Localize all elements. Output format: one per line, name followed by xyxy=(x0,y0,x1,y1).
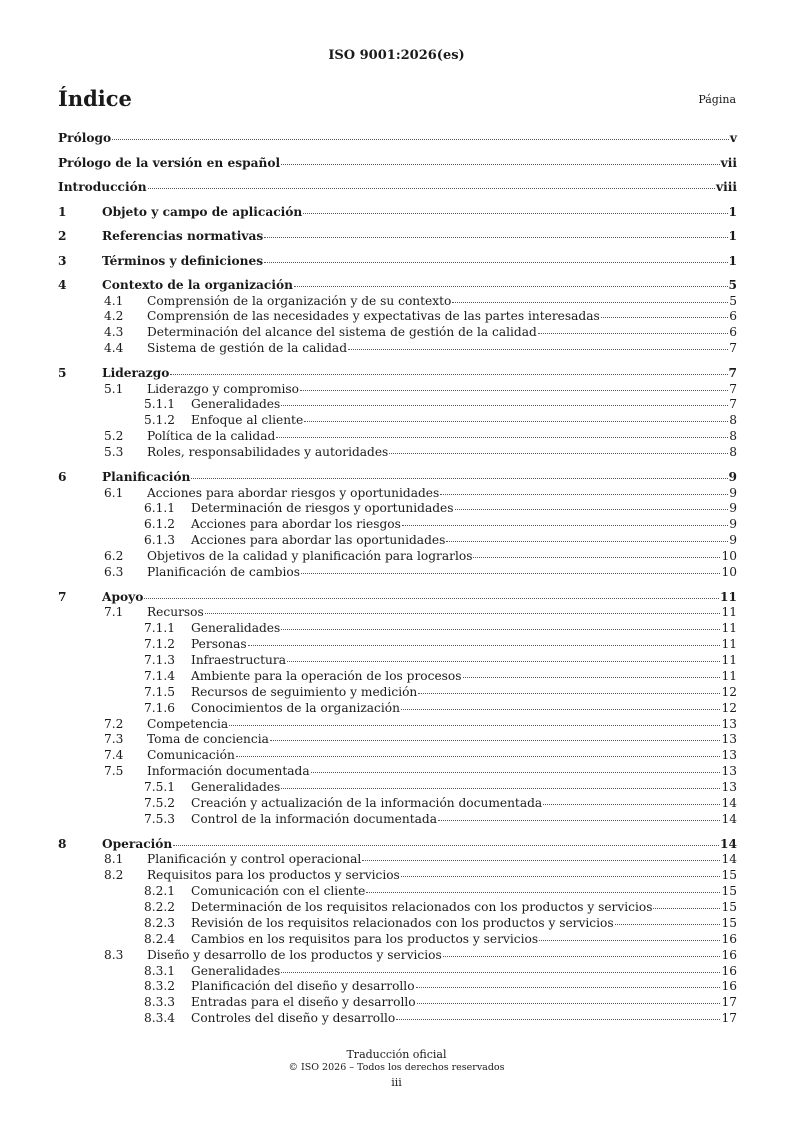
toc-entry-number: 8.2.4 xyxy=(144,931,176,946)
toc-entry[interactable] xyxy=(58,517,737,533)
toc-dot-leader xyxy=(402,524,728,526)
toc-dot-leader xyxy=(170,373,727,375)
toc-entry-page: 10 xyxy=(721,564,737,579)
toc-entry-page: 13 xyxy=(721,780,737,795)
toc-entry-title: Generalidades xyxy=(191,780,281,795)
toc-entry[interactable] xyxy=(58,836,737,853)
toc-entry-page: 5 xyxy=(729,293,737,308)
toc-entry-page: 13 xyxy=(721,716,737,731)
toc-dot-leader xyxy=(311,771,721,773)
footer-official-translation: Traducción oficial xyxy=(346,1048,447,1061)
toc-entry-page: 15 xyxy=(721,900,737,914)
toc-entry-number: 7.4 xyxy=(104,748,124,763)
toc-entry-page: 11 xyxy=(721,637,737,652)
toc-entry-title: Generalidades xyxy=(191,963,281,978)
toc-entry-page: 6 xyxy=(729,325,737,340)
toc-entry-number: 8.3.2 xyxy=(144,979,176,994)
toc-entry-page: 13 xyxy=(721,732,737,747)
toc-dot-leader xyxy=(300,389,728,391)
toc-entry[interactable] xyxy=(58,204,737,221)
toc-entry-title: Generalidades xyxy=(191,621,281,636)
toc-dot-leader xyxy=(440,493,728,495)
toc-entry-page: 15 xyxy=(721,884,737,899)
toc-dot-leader xyxy=(601,316,728,318)
page-footer xyxy=(0,1048,793,1089)
toc-entry[interactable] xyxy=(58,995,737,1011)
toc-entry-number: 8.3.1 xyxy=(144,963,176,978)
toc-entry-number: 4 xyxy=(58,278,67,292)
toc-entry-page: 11 xyxy=(721,621,737,636)
toc-entry-title: Liderazgo y compromiso xyxy=(147,381,300,396)
toc-entry-title: Toma de conciencia xyxy=(147,732,269,747)
toc-entry-number: 5.3 xyxy=(104,445,124,460)
toc-entry[interactable] xyxy=(58,429,737,445)
toc-entry[interactable] xyxy=(58,413,737,429)
toc-dot-leader xyxy=(348,348,728,350)
toc-entry-number: 6.2 xyxy=(104,549,124,564)
toc-dot-leader xyxy=(455,508,729,510)
toc-dot-leader xyxy=(236,755,721,757)
toc-entry-title: Requisitos para los productos y servicios xyxy=(147,868,400,883)
toc-entry-title: Recursos de seguimiento y medición xyxy=(191,684,418,699)
toc-dot-leader xyxy=(148,187,715,189)
toc-entry[interactable] xyxy=(58,701,737,717)
toc-entry[interactable] xyxy=(58,228,737,245)
toc-entry-number: 5.2 xyxy=(104,429,124,444)
toc-entry-number: 4.4 xyxy=(104,341,124,356)
toc-entry-number: 7.5.3 xyxy=(144,811,176,826)
toc-entry-title: Comprensión de la organización y de su contexto xyxy=(147,293,452,308)
toc-dot-leader xyxy=(452,301,728,303)
toc-entry[interactable] xyxy=(58,979,737,995)
toc-entry-title: Información documentada xyxy=(147,764,310,779)
toc-entry-title: Acciones para abordar los riesgos xyxy=(191,517,401,532)
toc-entry-page: 11 xyxy=(721,668,737,683)
toc-entry-page: 16 xyxy=(721,947,737,962)
toc-entry[interactable] xyxy=(58,852,737,868)
toc-entry[interactable] xyxy=(58,916,737,932)
toc-entry-title: Comunicación con el cliente xyxy=(191,884,366,899)
toc-entry-number: 8 xyxy=(58,836,67,851)
toc-dot-leader xyxy=(281,163,720,165)
toc-dot-leader xyxy=(417,1002,721,1004)
toc-dot-leader xyxy=(303,212,727,214)
toc-entry-page: 14 xyxy=(721,852,737,867)
toc-entry-page: 12 xyxy=(721,684,737,699)
toc-entry-page: 6 xyxy=(729,309,737,324)
toc-dot-leader xyxy=(281,404,728,406)
toc-entry-title: Entradas para el diseño y desarrollo xyxy=(191,995,416,1010)
toc-entry[interactable] xyxy=(58,565,737,581)
toc-entry-number: 5 xyxy=(58,366,67,381)
toc-entry-title: Creación y actualización de la información documentada xyxy=(191,796,543,811)
toc-dot-leader xyxy=(281,787,720,789)
toc-entry-number: 7.5 xyxy=(104,764,124,779)
toc-entry-number: 6.1.2 xyxy=(144,517,176,532)
toc-entry-title: Infraestructura xyxy=(191,653,286,668)
toc-entry-title: Prólogo xyxy=(58,131,112,145)
toc-dot-leader xyxy=(144,597,719,599)
toc-entry[interactable] xyxy=(58,685,737,701)
toc-entry-page: 17 xyxy=(721,1011,737,1026)
toc-entry[interactable] xyxy=(58,549,737,565)
toc-entry-number: 6.1.1 xyxy=(144,501,176,516)
toc-entry-page: 16 xyxy=(721,931,737,946)
toc-entry[interactable] xyxy=(58,130,737,147)
toc-entry-page: 9 xyxy=(728,470,737,485)
toc-dot-leader xyxy=(287,660,721,662)
toc-entry-page: 14 xyxy=(720,836,737,851)
toc-entry-number: 4.3 xyxy=(104,325,124,340)
toc-entry[interactable] xyxy=(58,589,737,606)
toc-entry-title: Comprensión de las necesidades y expectativas de las partes interesadas xyxy=(147,309,600,324)
footer-page-number: iii xyxy=(391,1076,402,1089)
toc-entry-number: 7.1.2 xyxy=(144,637,176,652)
toc-entry[interactable] xyxy=(58,948,737,964)
toc-entry[interactable] xyxy=(58,325,737,341)
toc-entry-number: 7.1.1 xyxy=(144,621,176,636)
toc-entry[interactable] xyxy=(58,533,737,549)
toc-entry-title: Diseño y desarrollo de los productos y servicios xyxy=(147,947,442,962)
toc-entry-number: 7.1.4 xyxy=(144,668,176,683)
toc-entry-title: Generalidades xyxy=(191,397,281,412)
toc-dot-leader xyxy=(205,612,721,614)
toc-entry-number: 2 xyxy=(58,229,67,243)
toc-entry-page: 8 xyxy=(729,445,737,460)
toc-entry-page: 1 xyxy=(728,229,737,243)
toc-entry-number: 8.3.4 xyxy=(144,1011,176,1026)
footer-copyright: © ISO 2026 – Todos los derechos reservados xyxy=(288,1062,505,1073)
toc-entry[interactable] xyxy=(58,732,737,748)
toc-entry-page: 8 xyxy=(729,429,737,444)
toc-entry-number: 8.2.2 xyxy=(144,900,176,914)
toc-entry-page: 16 xyxy=(721,979,737,994)
toc-entry-number: 8.2.3 xyxy=(144,915,176,930)
toc-dot-leader xyxy=(401,875,721,877)
toc-entry-page: 5 xyxy=(728,278,737,292)
toc-entry-number: 4.2 xyxy=(104,309,124,324)
toc-entry-page: 11 xyxy=(720,589,737,604)
toc-entry-page: 9 xyxy=(729,501,737,516)
toc-entry-title: Liderazgo xyxy=(102,366,170,381)
toc-entry-title: Planificación y control operacional xyxy=(147,852,362,867)
toc-dot-leader xyxy=(438,819,721,821)
toc-entry-number: 4.1 xyxy=(104,293,124,308)
toc-dot-leader xyxy=(416,986,721,988)
toc-dot-leader xyxy=(191,477,727,479)
toc-entry-number: 5.1.2 xyxy=(144,413,176,428)
toc-entry-title: Recursos xyxy=(147,605,204,620)
toc-entry-number: 5.1 xyxy=(104,381,124,396)
toc-entry[interactable] xyxy=(58,764,737,780)
toc-entry-title: Planificación de cambios xyxy=(147,564,300,579)
toc-entry-title: Roles, responsabilidades y autoridades xyxy=(147,445,389,460)
toc-entry-title: Política de la calidad xyxy=(147,429,276,444)
toc-entry-page: 9 xyxy=(729,517,737,532)
toc-entry-title: Control de la información documentada xyxy=(191,811,437,826)
toc-dot-leader xyxy=(281,971,720,973)
toc-dot-leader xyxy=(281,628,720,630)
toc-entry-page: 8 xyxy=(729,413,737,428)
toc-entry-number: 7.2 xyxy=(104,716,124,731)
toc-entry-title: Acciones para abordar riesgos y oportunidades xyxy=(147,485,440,500)
toc-entry-title: Operación xyxy=(102,836,173,851)
toc-entry-title: Introducción xyxy=(58,180,147,194)
toc-dot-leader xyxy=(276,436,728,438)
toc-entry[interactable] xyxy=(58,964,737,980)
toc-entry[interactable] xyxy=(58,501,737,517)
toc-entry-number: 7.1 xyxy=(104,605,124,620)
toc-dot-leader xyxy=(463,676,721,678)
toc-dot-leader xyxy=(270,739,721,741)
toc-dot-leader xyxy=(443,955,721,957)
toc-entry-page: 11 xyxy=(721,653,737,668)
toc-entry[interactable] xyxy=(58,605,737,621)
toc-entry[interactable] xyxy=(58,900,737,916)
toc-entry-number: 7.5.1 xyxy=(144,780,176,795)
toc-dot-leader xyxy=(248,644,721,646)
toc-entry-number: 8.3 xyxy=(104,947,124,962)
toc-entry-page: 7 xyxy=(729,397,737,412)
toc-dot-leader xyxy=(304,420,728,422)
toc-entry[interactable] xyxy=(58,179,737,196)
toc-entry[interactable] xyxy=(58,748,737,764)
toc-dot-leader xyxy=(264,261,727,263)
toc-entry-number: 7.1.3 xyxy=(144,653,176,668)
toc-entry-title: Términos y definiciones xyxy=(102,253,264,268)
toc-entry-page: 9 xyxy=(729,485,737,500)
toc-entry-number: 5.1.1 xyxy=(144,397,176,412)
toc-entry[interactable] xyxy=(58,884,737,900)
toc-entry[interactable] xyxy=(58,445,737,461)
toc-entry-title: Determinación del alcance del sistema de gestión de la calidad xyxy=(147,325,537,340)
toc-entry-title: Sistema de gestión de la calidad xyxy=(147,341,348,356)
document-header: ISO 9001:2026(es) xyxy=(328,48,465,63)
toc-entry-number: 7.3 xyxy=(104,732,124,747)
toc-entry-page: vii xyxy=(720,155,737,170)
toc-entry[interactable] xyxy=(58,365,737,382)
toc-entry[interactable] xyxy=(58,637,737,653)
toc-entry-number: 8.2 xyxy=(104,868,124,883)
toc-entry[interactable] xyxy=(58,253,737,270)
toc-entry-number: 1 xyxy=(58,204,67,219)
toc-entry[interactable] xyxy=(58,653,737,669)
toc-entry-page: 15 xyxy=(721,915,737,930)
toc-entry-number: 6 xyxy=(58,470,67,485)
toc-entry-title: Contexto de la organización xyxy=(102,278,293,292)
page-column-label: Página xyxy=(698,93,736,106)
toc-entry-page: viii xyxy=(716,180,737,194)
toc-entry-number: 8.3.3 xyxy=(144,995,176,1010)
toc-entry-page: 13 xyxy=(721,748,737,763)
toc-entry-page: 9 xyxy=(729,533,737,548)
toc-dot-leader xyxy=(539,939,720,941)
toc-entry[interactable] xyxy=(58,486,737,502)
toc-entry-page: 11 xyxy=(721,605,737,620)
toc-entry-number: 8.2.1 xyxy=(144,884,176,899)
toc-dot-leader xyxy=(446,540,728,542)
toc-entry[interactable] xyxy=(58,621,737,637)
toc-entry[interactable] xyxy=(58,717,737,733)
toc-entry-title: Acciones para abordar las oportunidades xyxy=(191,533,446,548)
toc-entry-page: 10 xyxy=(721,549,737,564)
toc-entry-number: 7.1.6 xyxy=(144,700,176,715)
toc-entry[interactable] xyxy=(58,796,737,812)
toc-entry[interactable] xyxy=(58,780,737,796)
toc-entry-page: v xyxy=(729,131,737,145)
toc-entry-title: Comunicación xyxy=(147,748,235,763)
toc-dot-leader xyxy=(543,803,720,805)
toc-entry-title: Revisión de los requisitos relacionados con los productos y servicios xyxy=(191,915,614,930)
toc-entry-title: Apoyo xyxy=(102,589,144,604)
toc-entry-number: 6.3 xyxy=(104,564,124,579)
toc-entry-title: Prólogo de la versión en español xyxy=(58,155,281,170)
toc-dot-leader xyxy=(362,859,720,861)
toc-entry-page: 16 xyxy=(721,963,737,978)
toc-dot-leader xyxy=(653,907,720,909)
toc-entry-number: 8.1 xyxy=(104,852,124,867)
toc-entry-title: Planificación xyxy=(102,470,191,485)
toc-entry[interactable] xyxy=(58,932,737,948)
toc-entry-number: 6.1.3 xyxy=(144,533,176,548)
toc-entry-page: 7 xyxy=(729,381,737,396)
toc-entry[interactable] xyxy=(58,397,737,413)
toc-entry-number: 3 xyxy=(58,253,67,268)
toc-entry-number: 7.5.2 xyxy=(144,796,176,811)
toc-entry-title: Enfoque al cliente xyxy=(191,413,304,428)
toc-entry-page: 15 xyxy=(721,868,737,883)
toc-entry-page: 7 xyxy=(728,366,737,381)
toc-entry-title: Controles del diseño y desarrollo xyxy=(191,1011,396,1026)
toc-dot-leader xyxy=(401,708,721,710)
toc-entry[interactable] xyxy=(58,341,737,357)
toc-entry-page: 1 xyxy=(728,253,737,268)
toc-dot-leader xyxy=(294,285,728,287)
toc-entry-page: 1 xyxy=(728,204,737,219)
toc-entry-number: 7.1.5 xyxy=(144,684,176,699)
toc-entry-title: Conocimientos de la organización xyxy=(191,700,400,715)
toc-entry[interactable] xyxy=(58,469,737,486)
toc-entry-page: 14 xyxy=(721,796,737,811)
toc-dot-leader xyxy=(396,1018,720,1020)
toc-dot-leader xyxy=(418,692,720,694)
toc-dot-leader xyxy=(112,138,729,140)
toc-entry[interactable] xyxy=(58,294,737,310)
toc-entry-title: Determinación de riesgos y oportunidades xyxy=(191,501,454,516)
toc-entry-title: Determinación de los requisitos relacionados con los productos y servicios xyxy=(191,900,653,914)
toc-entry-number: 6.1 xyxy=(104,485,124,500)
toc-dot-leader xyxy=(615,923,721,925)
toc-entry[interactable] xyxy=(58,277,737,294)
toc-entry[interactable] xyxy=(58,868,737,884)
toc-entry-page: 12 xyxy=(721,700,737,715)
toc-dot-leader xyxy=(264,236,727,238)
toc-entry[interactable] xyxy=(58,669,737,685)
toc-entry[interactable] xyxy=(58,155,737,172)
toc-entry[interactable] xyxy=(58,382,737,398)
toc-dot-leader xyxy=(229,724,720,726)
toc-entry-title: Personas xyxy=(191,637,247,652)
toc-entry-page: 17 xyxy=(721,995,737,1010)
toc-dot-leader xyxy=(301,572,721,574)
toc-entry-title: Ambiente para la operación de los procesos xyxy=(191,668,462,683)
toc-entry[interactable] xyxy=(58,812,737,828)
toc-entry[interactable] xyxy=(58,1011,737,1027)
toc-entry-number: 7 xyxy=(58,589,67,604)
toc-entry-title: Cambios en los requisitos para los productos y servicios xyxy=(191,931,539,946)
page-title: Índice xyxy=(58,86,132,111)
toc-dot-leader xyxy=(173,844,719,846)
toc-entry-title: Referencias normativas xyxy=(102,229,264,243)
toc-entry-title: Competencia xyxy=(147,716,229,731)
toc-entry[interactable] xyxy=(58,309,737,325)
toc-entry-page: 7 xyxy=(729,341,737,356)
table-of-contents xyxy=(58,130,737,1027)
toc-entry-title: Planificación del diseño y desarrollo xyxy=(191,979,415,994)
toc-dot-leader xyxy=(538,332,728,334)
toc-entry-title: Objetivos de la calidad y planificación para lograrlos xyxy=(147,549,473,564)
toc-dot-leader xyxy=(366,891,720,893)
toc-entry-page: 14 xyxy=(721,811,737,826)
toc-entry-title: Objeto y campo de aplicación xyxy=(102,204,303,219)
toc-dot-leader xyxy=(473,556,720,558)
toc-entry-page: 13 xyxy=(721,764,737,779)
toc-dot-leader xyxy=(389,452,728,454)
